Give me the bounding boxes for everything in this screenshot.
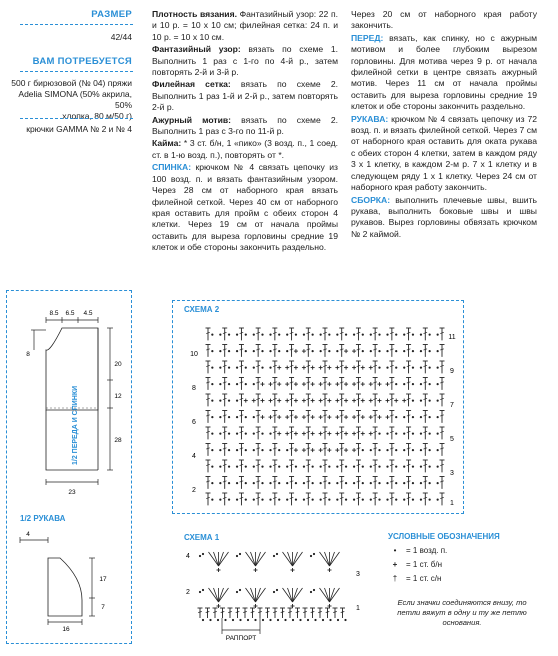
yarn-line-1: 500 г бирюзовой (№ 04) пряжи — [11, 78, 132, 88]
legend-item-chain: • = 1 возд. п. — [384, 546, 534, 560]
sleeve-heading: 1/2 РУКАВА — [20, 514, 66, 523]
s2-row-8: 8 — [192, 385, 196, 392]
scheme-2-title: СХЕМА 2 — [184, 305, 220, 314]
text-column-1 — [152, 9, 338, 255]
legend-note: Если значки соединяются внизу, то петли вяжут в одну и ту же петлю основания. — [397, 598, 527, 627]
yarn-line-2: Adelia SIMONA (50% акрила, 50% — [18, 89, 132, 110]
lace-motif-paragraph: Ажурный мотив: вязать по схеме 2. Выполнить 1 раз с 3-го по 11-й р. — [152, 114, 338, 137]
dim-bottom: 23 — [68, 489, 76, 496]
gauge-paragraph: Плотность вязания. Фантазийный узор: 22 п. и 10 р. = 10 х 10 см; филейная сетка: 24 п. и 10 р. = 10 х 10 см. — [152, 9, 338, 42]
s1-row-4: 4 — [186, 553, 190, 560]
dim-top-3: 4.5 — [83, 310, 93, 317]
s2-row-11: 11 — [448, 334, 456, 341]
front-paragraph: ПЕРЕД: вязать, как спинку, но с ажурным мотивом и более глубоким вырезом горловины. Для мотива через 9 р. от начала филейной сетки в центре связать ажурный мотив. Через 11 см от начала проймы оставить для выреза горловины средние 19 клеток и обе стороны закончить раздельно. — [351, 32, 537, 112]
s2-row-2: 2 — [192, 487, 196, 494]
s2-row-9: 9 — [450, 368, 454, 375]
dim-right-1: 20 — [114, 361, 122, 368]
s2-row-1: 1 — [450, 500, 454, 507]
dim-top-1: 8.5 — [49, 310, 59, 317]
legend-title: УСЛОВНЫЕ ОБОЗНАЧЕНИЯ — [388, 532, 500, 541]
s1-row-2: 2 — [186, 589, 190, 596]
single-crochet-icon: + — [392, 560, 398, 569]
back-paragraph: СПИНКА: крючком № 4 связать цепочку из 100 возд. п. и вязать фантазийным узором. Через 28 см от наборного края вязать филейной сеткой. Через 40 см от наборного края оставить для пройм с обеих сторон 4 клетки. Через 19 см от начала проймы оставить для выреза горловины средние 19 клеток и обе стороны закончить раздельно. — [152, 162, 338, 253]
legend — [384, 546, 534, 588]
edging-paragraph: Кайма: * 3 ст. б/н, 1 «пико» (3 возд. п., 1 соед. ст. в 1-ю возд. п.), повторять от *. — [152, 138, 338, 160]
fancy-pattern-paragraph: Фантазийный узор: вязать по схеме 1. Выполнить 1 раз с 1-го по 4-й р., затем повторять 2-й и 3-й р. — [152, 44, 338, 78]
front-back-pattern-diagram — [6, 300, 130, 500]
front-back-label: 1/2 ПЕРЕДА И СПИНКИ — [72, 385, 79, 465]
s1-row-1: 1 — [356, 605, 360, 612]
sleeves-paragraph: РУКАВА: крючком № 4 связать цепочку из 72 возд. п. и вязать филейной сеткой. Через 7 см от наборного края оставить для оката рукава с обеих сторон 4 клетки, затем в каждом ряду 3 х 1 клетку, в каждом 2-м р. 7 х 1 клетку и в следующем ряду 1 х 1 клетку. Через 24 см от наборного края работу закончить. — [351, 113, 537, 193]
yarn-description — [4, 78, 132, 122]
dim-right-3: 28 — [114, 437, 122, 444]
scheme-1-grid — [180, 544, 370, 644]
double-crochet-icon: † — [392, 574, 398, 583]
sleeve-pattern-diagram — [6, 526, 130, 632]
s2-row-4: 4 — [192, 453, 196, 460]
s2-row-10: 10 — [190, 351, 198, 358]
legend-item-sc: + = 1 ст. б/н — [384, 560, 534, 574]
dim-right-2: 12 — [114, 393, 122, 400]
rapport-label: РАППОРТ — [225, 635, 257, 642]
s2-row-7: 7 — [450, 402, 454, 409]
dim-left: 8 — [26, 351, 30, 358]
s1-row-3: 3 — [356, 571, 360, 578]
assembly-paragraph: СБОРКА: выполнить плечевые швы, вшить рукава, выполнить боковые швы и швы рукавов. Вырез горловины обвязать крючком № 2 каймой. — [351, 194, 537, 239]
yarn-line-3: хлопка, 80 м/50 г) — [62, 111, 132, 121]
s2-row-6: 6 — [192, 419, 196, 426]
filet-mesh-paragraph: Филейная сетка: вязать по схеме 2. Выполнить 1 раз 1-й и 2-й р., затем повторять 2-й р. — [152, 79, 338, 113]
s2-row-5: 5 — [450, 436, 454, 443]
back-end-paragraph: Через 20 см от наборного края работу закончить. — [351, 9, 537, 31]
sleeve-dim-right-2: 7 — [101, 604, 105, 611]
size-value: 42/44 — [110, 32, 132, 42]
scheme-2-grid — [180, 318, 460, 508]
legend-item-dc: † = 1 ст. с/н — [384, 574, 534, 588]
scheme-1-title: СХЕМА 1 — [184, 533, 220, 542]
dim-top-2: 6.5 — [65, 310, 75, 317]
hooks-line: крючки GAMMA № 2 и № 4 — [26, 124, 132, 134]
s2-row-3: 3 — [450, 470, 454, 477]
sleeve-dim-top: 4 — [26, 531, 30, 538]
chain-stitch-icon: • — [393, 546, 397, 555]
sleeve-dim-bottom: 16 — [62, 626, 70, 632]
text-column-2 — [351, 9, 537, 241]
sleeve-dim-right-1: 17 — [99, 576, 107, 583]
materials-heading: ВАМ ПОТРЕБУЕТСЯ — [32, 56, 132, 67]
size-heading: РАЗМЕР — [91, 9, 132, 20]
